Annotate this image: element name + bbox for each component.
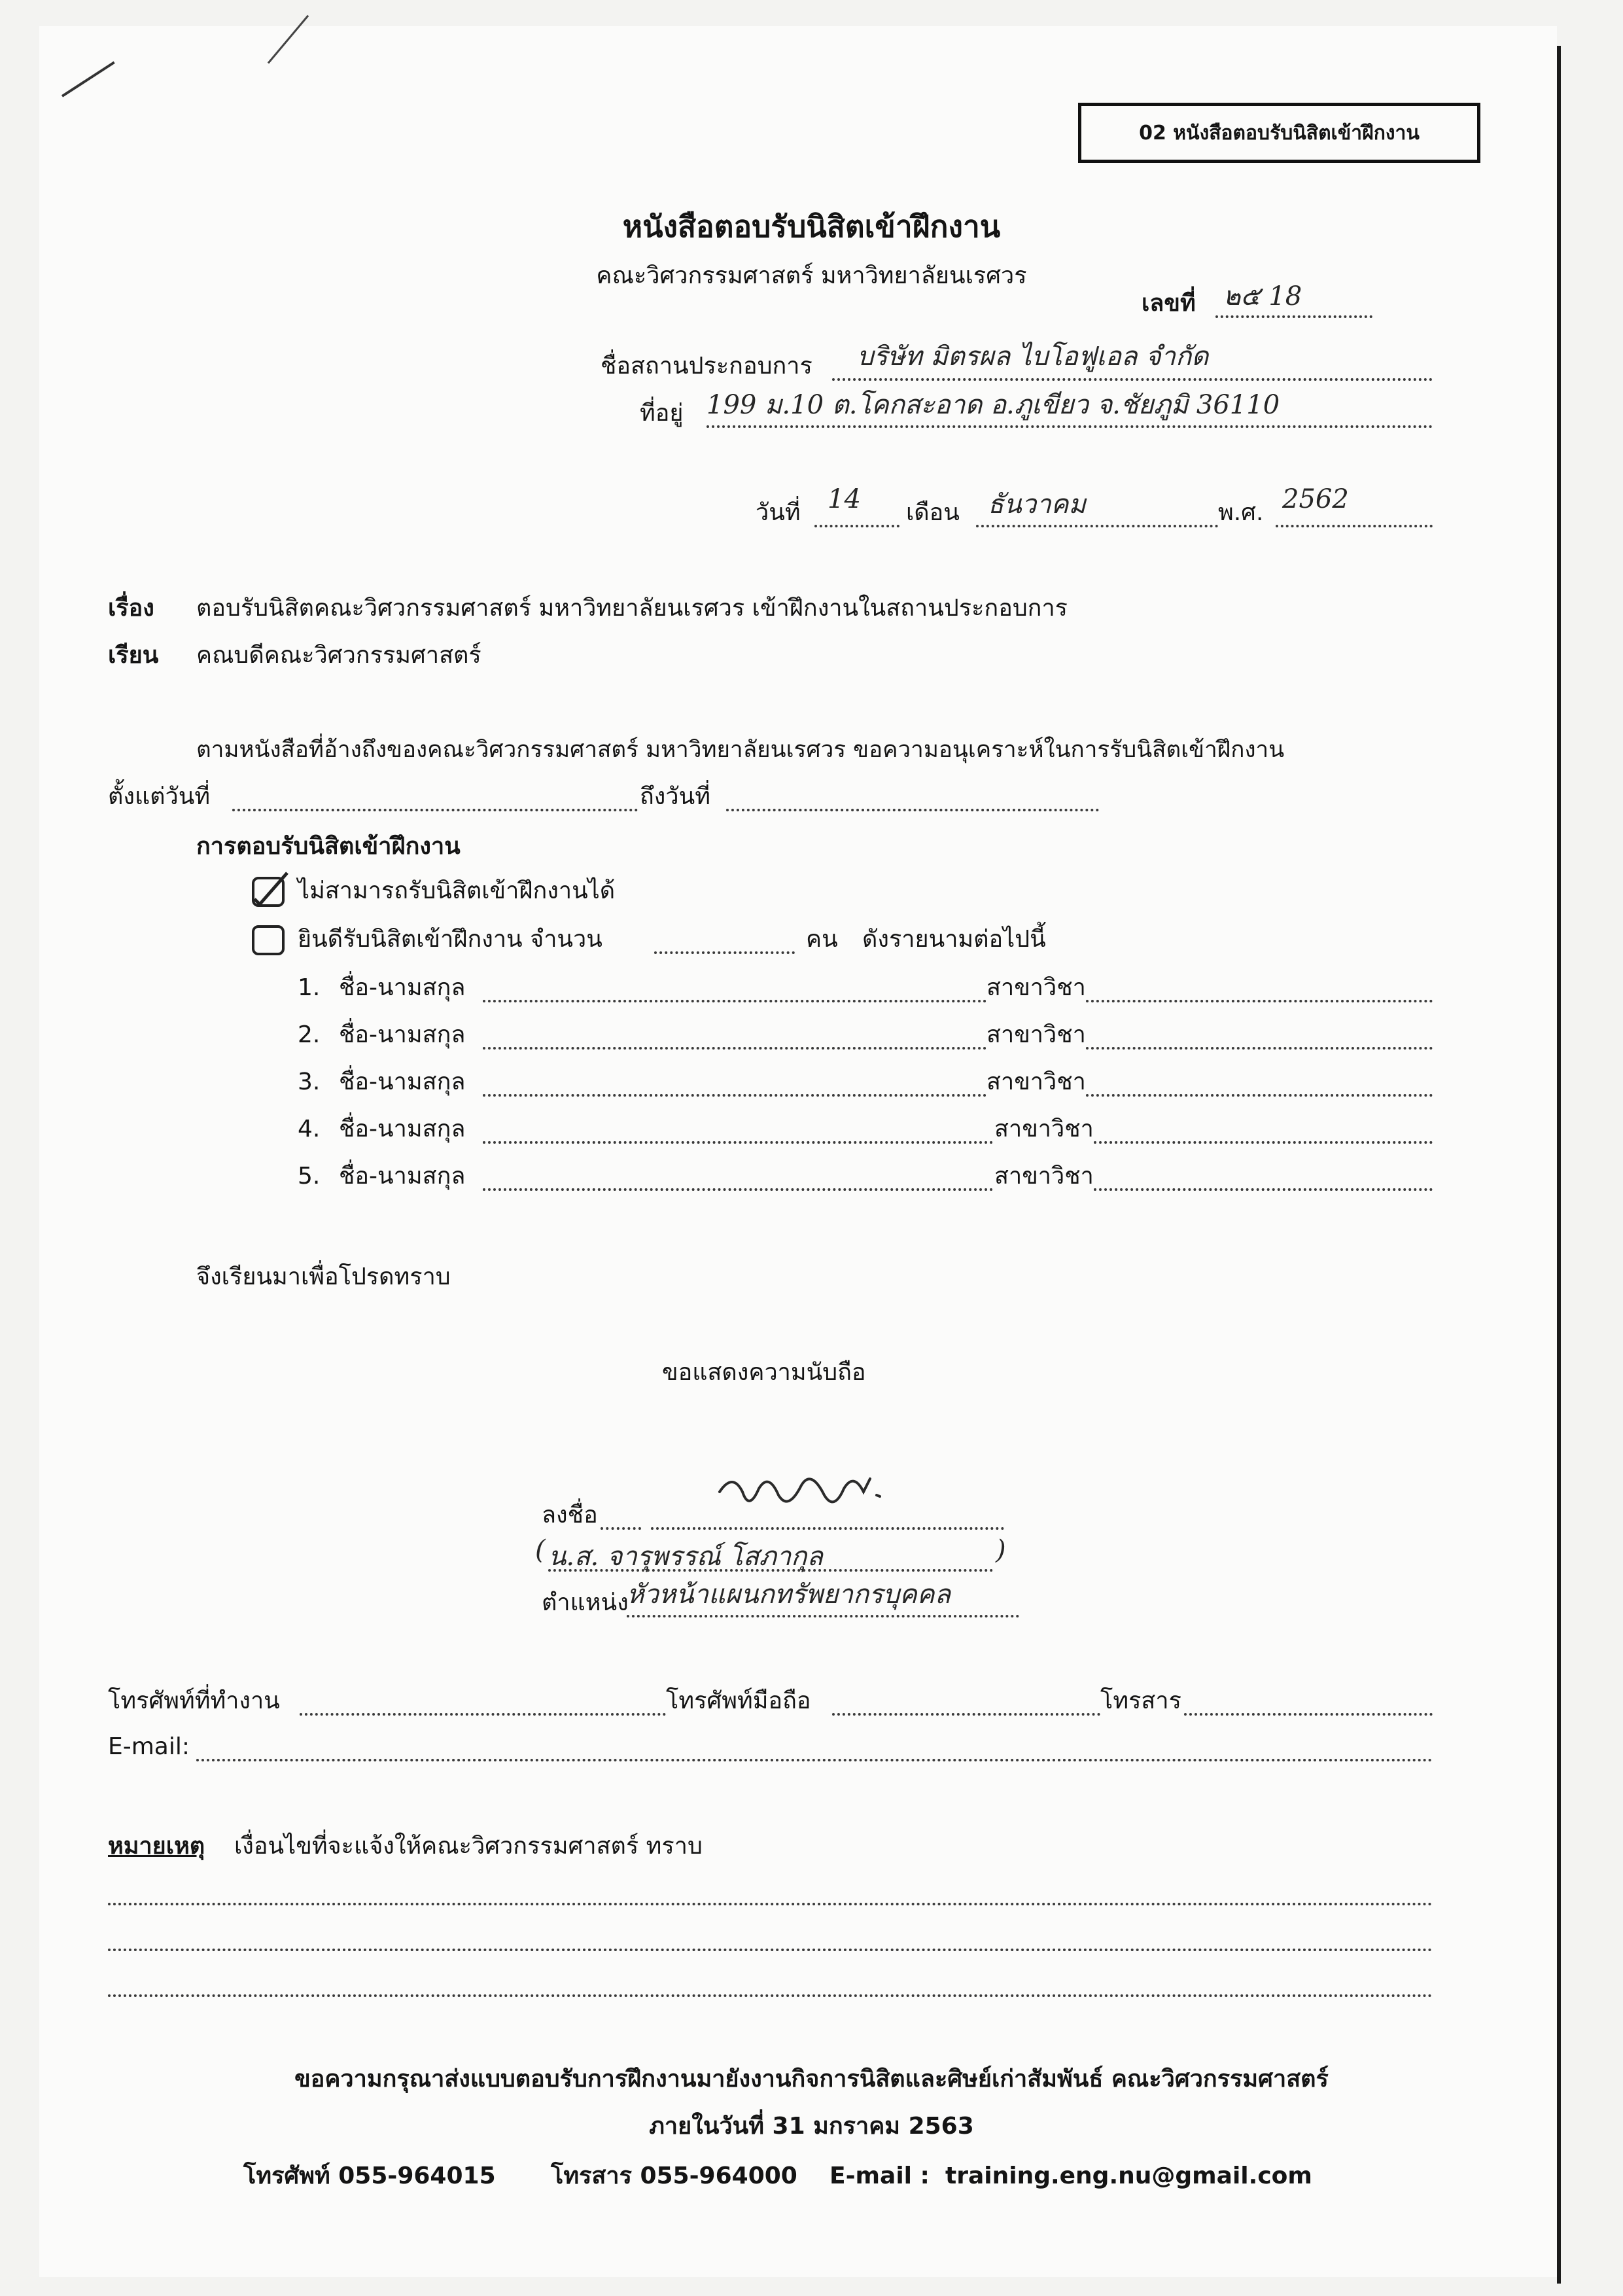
name-line: [548, 1569, 993, 1572]
to-date-field[interactable]: [726, 809, 1099, 811]
student-major-field[interactable]: [1086, 1047, 1433, 1050]
date-day: 14: [828, 484, 861, 514]
mobile-phone-label: โทรศัพท์มือถือ: [666, 1687, 811, 1714]
footer-line-2: ภายในวันที่ 31 มกราคม 2563: [649, 2113, 974, 2140]
document-title: หนังสือตอบรับนิสิตเข้าฝึกงาน: [622, 209, 1001, 244]
student-name-label: ชื่อ-นามสกุล: [339, 1069, 466, 1095]
response-heading: การตอบรับนิสิตเข้าฝึกงาน: [196, 833, 461, 860]
date-year-line: [1276, 525, 1433, 527]
position-label: ตำแหน่ง: [542, 1589, 629, 1616]
date-day-line: [814, 525, 899, 527]
student-no: 2.: [298, 1021, 321, 1048]
signatory-position: หัวหน้าแผนกทรัพยากรบุคคล: [627, 1580, 951, 1610]
date-month-line: [976, 525, 1218, 527]
fax-label: โทรสาร: [1100, 1687, 1181, 1714]
reject-option-label: ไม่สามารถรับนิสิตเข้าฝึกงานได้: [298, 877, 616, 904]
company-value: บริษัท มิตรผล ไบโอฟูเอล จำกัด: [857, 342, 1209, 372]
mobile-phone-field[interactable]: [832, 1713, 1100, 1716]
student-major-label: สาขาวิชา: [994, 1116, 1094, 1142]
handwritten-signature-icon: [713, 1466, 909, 1525]
doc-no-label: เลขที่: [1142, 290, 1196, 317]
position-line: [627, 1615, 1019, 1617]
email-label: E-mail:: [108, 1733, 190, 1760]
address-value: 199 ม.10 ต.โคกสะอาด อ.ภูเขียว จ.ชัยภูมิ 36110: [707, 390, 1280, 420]
student-no: 4.: [298, 1116, 321, 1142]
date-month-label: เดือน: [906, 499, 960, 526]
to-date-label: ถึงวันที่: [640, 783, 710, 810]
subject-text: ตอบรับนิสิตคณะวิศวกรรมศาสตร์ มหาวิทยาลัยนเรศวร เข้าฝึกงานในสถานประกอบการ: [196, 595, 1068, 622]
note-line-1[interactable]: [108, 1903, 1433, 1905]
closing-text: จึงเรียนมาเพื่อโปรดทราบ: [196, 1263, 451, 1290]
date-month: ธันวาคม: [988, 489, 1086, 520]
footer-fax: โทรสาร 055-964000: [551, 2163, 797, 2189]
form-tag-box: 02 หนังสือตอบรับนิสิตเข้าฝึกงาน: [1078, 103, 1480, 163]
office-phone-label: โทรศัพท์ที่ทำงาน: [108, 1687, 280, 1714]
student-name-field[interactable]: [483, 1188, 993, 1191]
subject-label: เรื่อง: [108, 595, 154, 622]
address-line: [707, 425, 1433, 428]
company-label: ชื่อสถานประกอบการ: [601, 353, 812, 380]
student-no: 1.: [298, 974, 321, 1001]
student-major-label: สาขาวิชา: [986, 1021, 1086, 1048]
student-name-label: ชื่อ-นามสกุล: [339, 1021, 466, 1048]
name-open-paren: (: [535, 1535, 546, 1565]
student-no: 3.: [298, 1069, 321, 1095]
from-date-label: ตั้งแต่วันที่: [108, 783, 211, 810]
student-major-label: สาขาวิชา: [986, 1069, 1086, 1095]
to-text: คณบดีคณะวิศวกรรมศาสตร์: [196, 642, 481, 669]
accept-option-label: ยินดีรับนิสิตเข้าฝึกงาน จำนวน: [298, 926, 602, 953]
scan-edge: [1557, 46, 1561, 2284]
student-name-field[interactable]: [483, 1000, 986, 1002]
doc-no-value: ๒๕ 18: [1223, 281, 1302, 311]
from-date-field[interactable]: [232, 809, 638, 811]
date-year: 2562: [1282, 484, 1349, 514]
sign-line-lead: [601, 1527, 641, 1530]
sign-label: ลงชื่อ: [542, 1502, 598, 1528]
body-line-1: ตามหนังสือที่อ้างถึงของคณะวิศวกรรมศาสตร์ มหาวิทยาลัยนเรศวร ขอความอนุเคราะห์ในการรับนิสิตเข้าฝึกงาน: [196, 737, 1285, 763]
note-line-3[interactable]: [108, 1994, 1433, 1997]
student-name-field[interactable]: [483, 1141, 993, 1144]
student-major-field[interactable]: [1086, 1094, 1433, 1097]
document-subtitle: คณะวิศวกรรมศาสตร์ มหาวิทยาลัยนเรศวร: [596, 262, 1027, 289]
student-no: 5.: [298, 1163, 321, 1190]
note-text: เงื่อนไขที่จะแจ้งให้คณะวิศวกรรมศาสตร์ ทราบ: [234, 1833, 703, 1860]
accept-count-field[interactable]: [654, 951, 795, 954]
student-name-field[interactable]: [483, 1094, 986, 1097]
accept-unit: คน: [806, 926, 838, 953]
check-mark-icon: [251, 870, 290, 910]
student-major-label: สาขาวิชา: [986, 974, 1086, 1001]
student-major-field[interactable]: [1094, 1188, 1433, 1191]
student-name-label: ชื่อ-นามสกุล: [339, 1163, 466, 1190]
signature-field[interactable]: [651, 1527, 1004, 1530]
note-line-2[interactable]: [108, 1949, 1433, 1951]
regards-text: ขอแสดงความนับถือ: [662, 1359, 866, 1386]
student-name-label: ชื่อ-นามสกุล: [339, 1116, 466, 1142]
signatory-name: น.ส. จารุพรรณ์ โสภากุล: [548, 1542, 823, 1572]
fax-field[interactable]: [1184, 1713, 1433, 1716]
footer-email: training.eng.nu@gmail.com: [945, 2163, 1312, 2189]
student-major-field[interactable]: [1094, 1141, 1433, 1144]
date-year-label: พ.ศ.: [1218, 499, 1264, 526]
name-close-paren: ): [996, 1535, 1006, 1565]
company-line: [832, 378, 1433, 381]
footer-email-label: E-mail :: [829, 2163, 930, 2189]
address-label: ที่อยู่: [640, 400, 684, 427]
footer-phone: โทรศัพท์ 055-964015: [243, 2163, 496, 2189]
reject-checkbox[interactable]: [252, 877, 285, 907]
student-name-label: ชื่อ-นามสกุล: [339, 974, 466, 1001]
note-label: หมายเหตุ: [108, 1833, 205, 1860]
student-name-field[interactable]: [483, 1047, 986, 1050]
date-day-label: วันที่: [756, 499, 801, 526]
email-field[interactable]: [196, 1759, 1433, 1761]
accept-checkbox[interactable]: [252, 925, 285, 955]
office-phone-field[interactable]: [300, 1713, 666, 1716]
student-major-field[interactable]: [1086, 1000, 1433, 1002]
footer-line-1: ขอความกรุณาส่งแบบตอบรับการฝึกงานมายังงานกิจการนิสิตและศิษย์เก่าสัมพันธ์ คณะวิศวกรรมศาสตร์: [294, 2066, 1329, 2093]
accept-suffix: ดังรายนามต่อไปนี้: [862, 926, 1046, 953]
student-major-label: สาขาวิชา: [994, 1163, 1094, 1190]
to-label: เรียน: [108, 642, 159, 669]
